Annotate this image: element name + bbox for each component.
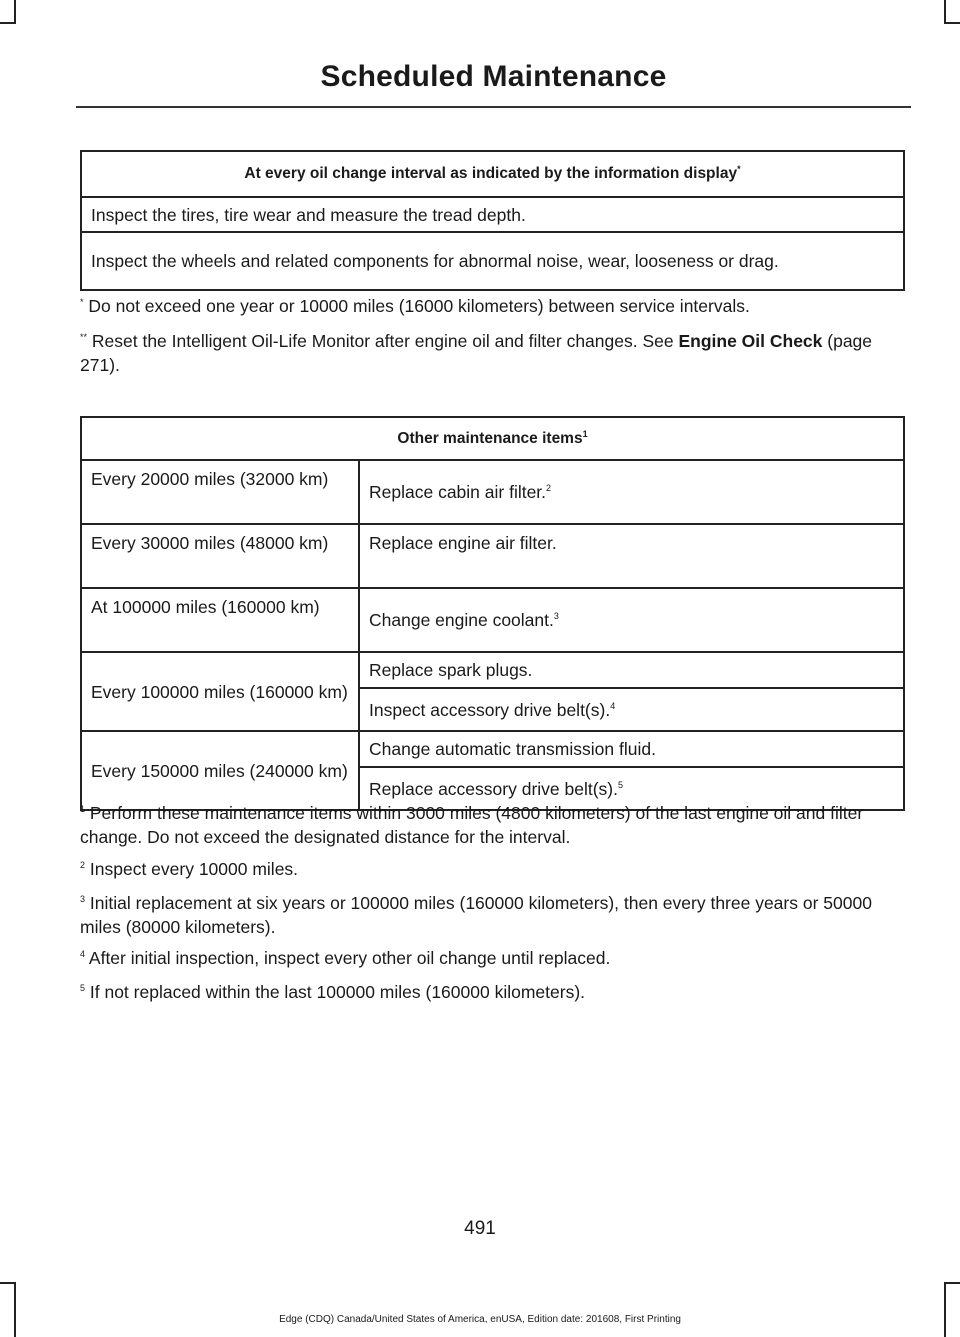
item-cell: Inspect accessory drive belt(s).$^4$ <box>359 688 904 731</box>
crop-mark-bottom-left-h <box>0 1282 16 1284</box>
crop-mark-top-right <box>944 0 946 24</box>
table-row <box>81 460 904 524</box>
item-cell: Replace cabin air filter.$^2$ <box>359 460 904 524</box>
other-maintenance-table <box>80 416 905 811</box>
oil-change-interval-table <box>80 150 905 291</box>
interval-cell: Every 30000 miles (48000 km) <box>81 524 359 588</box>
interval-cell: At 100000 miles (160000 km) <box>81 588 359 652</box>
header-rule <box>76 106 911 108</box>
footnote-1: $^1$ Perform these maintenance items within 3000 miles (4800 kilometers) of the last engine oil and filter change. Do not exceed the designated distance for the interval. <box>80 803 864 847</box>
footnote-star: * Do not exceed one year or 10000 miles (16000 kilometers) between service intervals. <box>80 296 750 316</box>
other-maintenance-header: Other maintenance items$^1$ <box>81 417 904 460</box>
engine-oil-check-link[interactable]: Engine Oil Check <box>678 331 823 351</box>
page-number: 491 <box>464 1218 496 1239</box>
footnote-mark: 1 <box>582 428 588 439</box>
table-row <box>81 588 904 652</box>
table-row <box>81 731 904 767</box>
page-footer: Edge (CDQ) Canada/United States of America, enUSA, Edition date: 201608, First Printing <box>279 1314 681 1325</box>
interval-cell: Every 150000 miles (240000 km) <box>81 731 359 810</box>
footnote-mark: * <box>737 163 741 174</box>
page-title: Scheduled Maintenance <box>320 60 667 93</box>
oil-change-table-header: At every oil change interval as indicated by the information display* <box>81 151 904 197</box>
item-cell: Replace spark plugs. <box>359 652 904 688</box>
footnote-3: $^3$ Initial replacement at six years or 100000 miles (160000 kilometers), then every three years or 50000 miles (80000 kilometers). <box>80 893 872 937</box>
crop-mark-bottom-left <box>14 1282 16 1337</box>
footnote-5: $^5$ If not replaced within the last 100000 miles (160000 kilometers). <box>80 982 586 1002</box>
table-row <box>81 652 904 688</box>
item-cell: Replace engine air filter. <box>359 524 904 588</box>
crop-mark-bottom-right-h <box>944 1282 960 1284</box>
table-row: Inspect the wheels and related components for abnormal noise, wear, looseness or drag. <box>81 232 904 290</box>
interval-cell: Every 100000 miles (160000 km) <box>81 652 359 731</box>
crop-mark-top-right-h <box>944 22 960 24</box>
crop-mark-top-left-h <box>0 22 16 24</box>
table-row: Inspect the tires, tire wear and measure the tread depth. <box>81 197 904 232</box>
footnote-double-star: ** Reset the Intelligent Oil-Life Monitor after engine oil and filter changes. See Engine Oil Check (page 271). <box>80 331 873 375</box>
crop-mark-top-left <box>14 0 16 24</box>
footnote-4: $^4$ After initial inspection, inspect every other oil change until replaced. <box>80 948 611 968</box>
crop-mark-bottom-right <box>944 1282 946 1337</box>
item-cell: Replace accessory drive belt(s).$^5$ <box>359 767 904 810</box>
item-cell: Change engine coolant.$^3$ <box>359 588 904 652</box>
item-cell: Change automatic transmission fluid. <box>359 731 904 767</box>
table-row <box>81 524 904 588</box>
footnote-2: $^2$ Inspect every 10000 miles. <box>80 859 299 879</box>
interval-cell: Every 20000 miles (32000 km) <box>81 460 359 524</box>
